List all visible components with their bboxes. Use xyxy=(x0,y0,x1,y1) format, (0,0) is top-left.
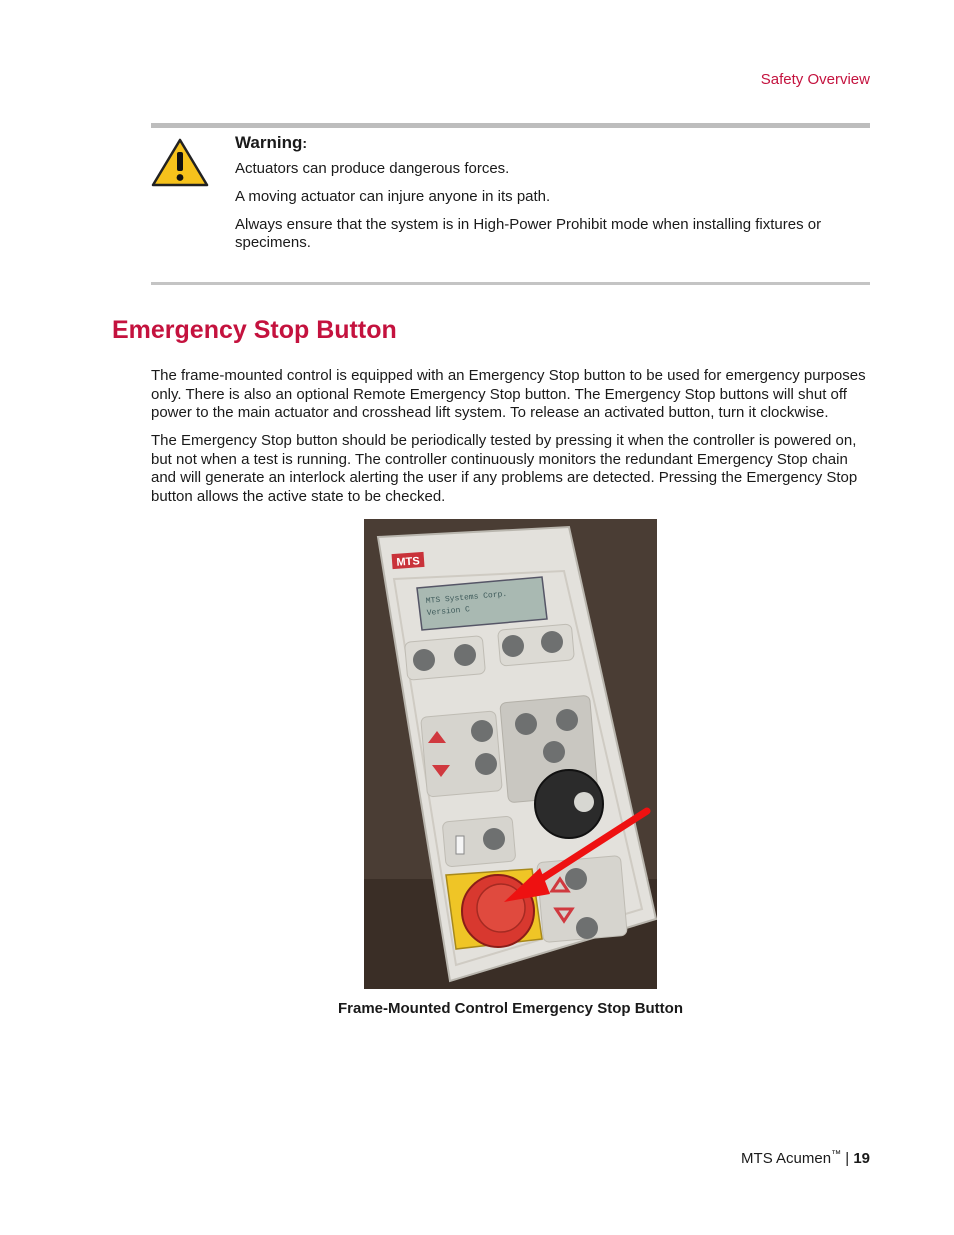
warning-line: A moving actuator can injure anyone in its path. xyxy=(235,188,551,205)
body-paragraph: The Emergency Stop button should be periodically tested by pressing it when the controller is powered on, but not when a test is running. The controller continuously monitors the redundant Emergency Stop chain and will generate an interlock alerting the user if any problems are detected. Pressing the Emergency Stop button allows the active state to be checked. xyxy=(151,432,858,505)
svg-text:MTS Systems Corp.: MTS Systems Corp. xyxy=(425,589,508,606)
figure-caption: Frame-Mounted Control Emergency Stop Button xyxy=(338,1000,683,1017)
warning-title-text: Warning xyxy=(235,133,303,152)
warning-line: Always ensure that the system is in High-Power Prohibit mode when installing fixtures or specimens. xyxy=(235,216,822,251)
warning-title xyxy=(235,134,875,152)
warning-title-colon: : xyxy=(302,135,308,151)
control-panel-photo xyxy=(364,519,657,989)
running-header: Safety Overview xyxy=(760,71,870,88)
warning-top-rule xyxy=(151,123,870,128)
warning-triangle-icon xyxy=(151,138,209,188)
footer-separator: | xyxy=(845,1150,850,1167)
section-title: Emergency Stop Button xyxy=(112,316,397,344)
warning-block xyxy=(235,134,875,262)
page-number: 19 xyxy=(853,1150,870,1167)
body-paragraph: The frame-mounted control is equipped with an Emergency Stop button to be used for emergency purposes only. There is also an optional Remote Emergency Stop button. The Emergency Stop buttons will shut off power to the main actuator and crosshead lift system. To release an activated button, turn it clockwise. xyxy=(151,367,866,421)
svg-text:Version C: Version C xyxy=(426,605,471,618)
svg-text:MTS: MTS xyxy=(396,555,421,569)
warning-bottom-rule xyxy=(151,282,870,285)
warning-line: Actuators can produce dangerous forces. xyxy=(235,160,510,177)
footer-trademark: ™ xyxy=(831,1149,842,1160)
mts-logo xyxy=(392,552,425,569)
footer-product: MTS Acumen xyxy=(741,1150,832,1167)
page-footer xyxy=(741,1149,870,1167)
